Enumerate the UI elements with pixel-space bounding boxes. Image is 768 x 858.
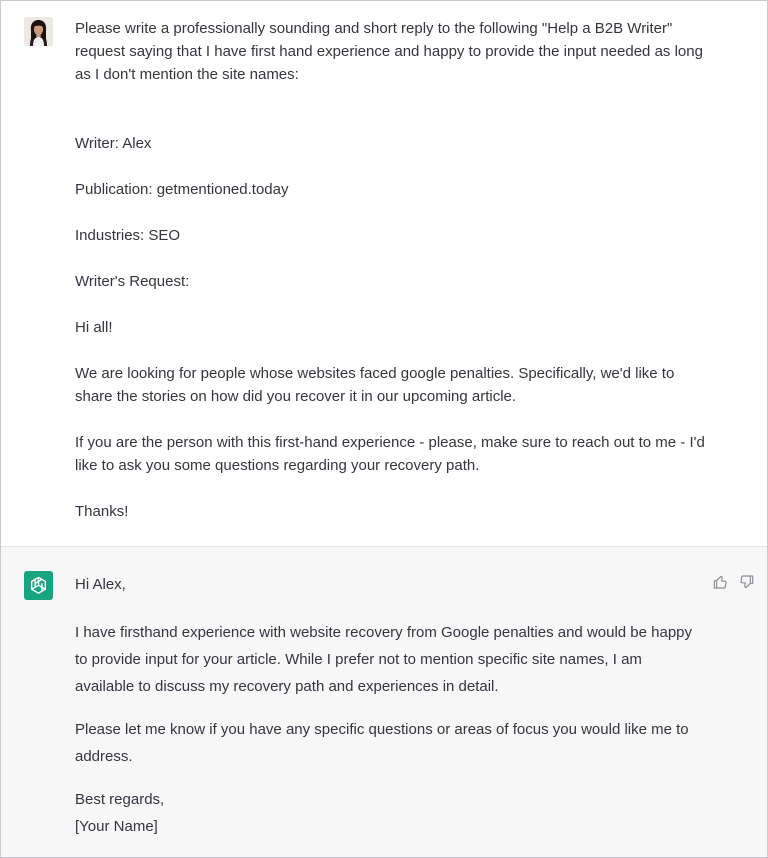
- user-message: [75, 17, 715, 546]
- user-paragraph: If you are the person with this first-hand experience - please, make sure to reach out to me - I'd like to ask you some questions regarding your recovery path.: [75, 434, 705, 474]
- assistant-paragraph: Please let me know if you have any specific questions or areas of focus you would like me to address.: [75, 721, 689, 765]
- user-paragraph: Writer's Request:: [75, 273, 190, 290]
- assistant-signature: [Your Name]: [75, 818, 158, 835]
- thumbs-up-button[interactable]: [711, 573, 728, 590]
- user-paragraph: We are looking for people whose websites faced google penalties. Specifically, we'd like to share the stories on how did you recover it in our upcoming article.: [75, 365, 675, 405]
- thumbs-down-icon: [739, 574, 755, 590]
- openai-logo-icon: [28, 575, 49, 596]
- assistant-paragraph: I have firsthand experience with website recovery from Google penalties and would be happy to provide input for your article. While I prefer not to mention specific site names, I am available to discuss my recovery path and experiences in detail.: [75, 624, 693, 695]
- user-avatar: [24, 17, 53, 46]
- user-paragraph: Writer: Alex: [75, 135, 152, 152]
- user-photo-icon: [24, 17, 53, 46]
- thumbs-up-icon: [712, 574, 728, 590]
- assistant-greeting: Hi Alex,: [75, 576, 126, 593]
- assistant-signoff: Best regards,: [75, 791, 165, 808]
- user-paragraph: Hi all!: [75, 319, 113, 336]
- user-message-block: [1, 1, 767, 546]
- user-intro-text: Please write a professionally sounding and short reply to the following "Help a B2B Writer" request saying that I have first hand experience and happy to provide the input needed as long as I don't mention the site names:: [75, 20, 703, 83]
- feedback-buttons: [711, 573, 755, 590]
- assistant-message: [75, 573, 703, 840]
- user-paragraph: Industries: SEO: [75, 227, 181, 244]
- assistant-message-block: [1, 546, 767, 858]
- thumbs-down-button[interactable]: [738, 573, 755, 590]
- assistant-avatar: [24, 571, 53, 600]
- user-paragraph: Thanks!: [75, 503, 129, 520]
- user-paragraph: Publication: getmentioned.today: [75, 181, 289, 198]
